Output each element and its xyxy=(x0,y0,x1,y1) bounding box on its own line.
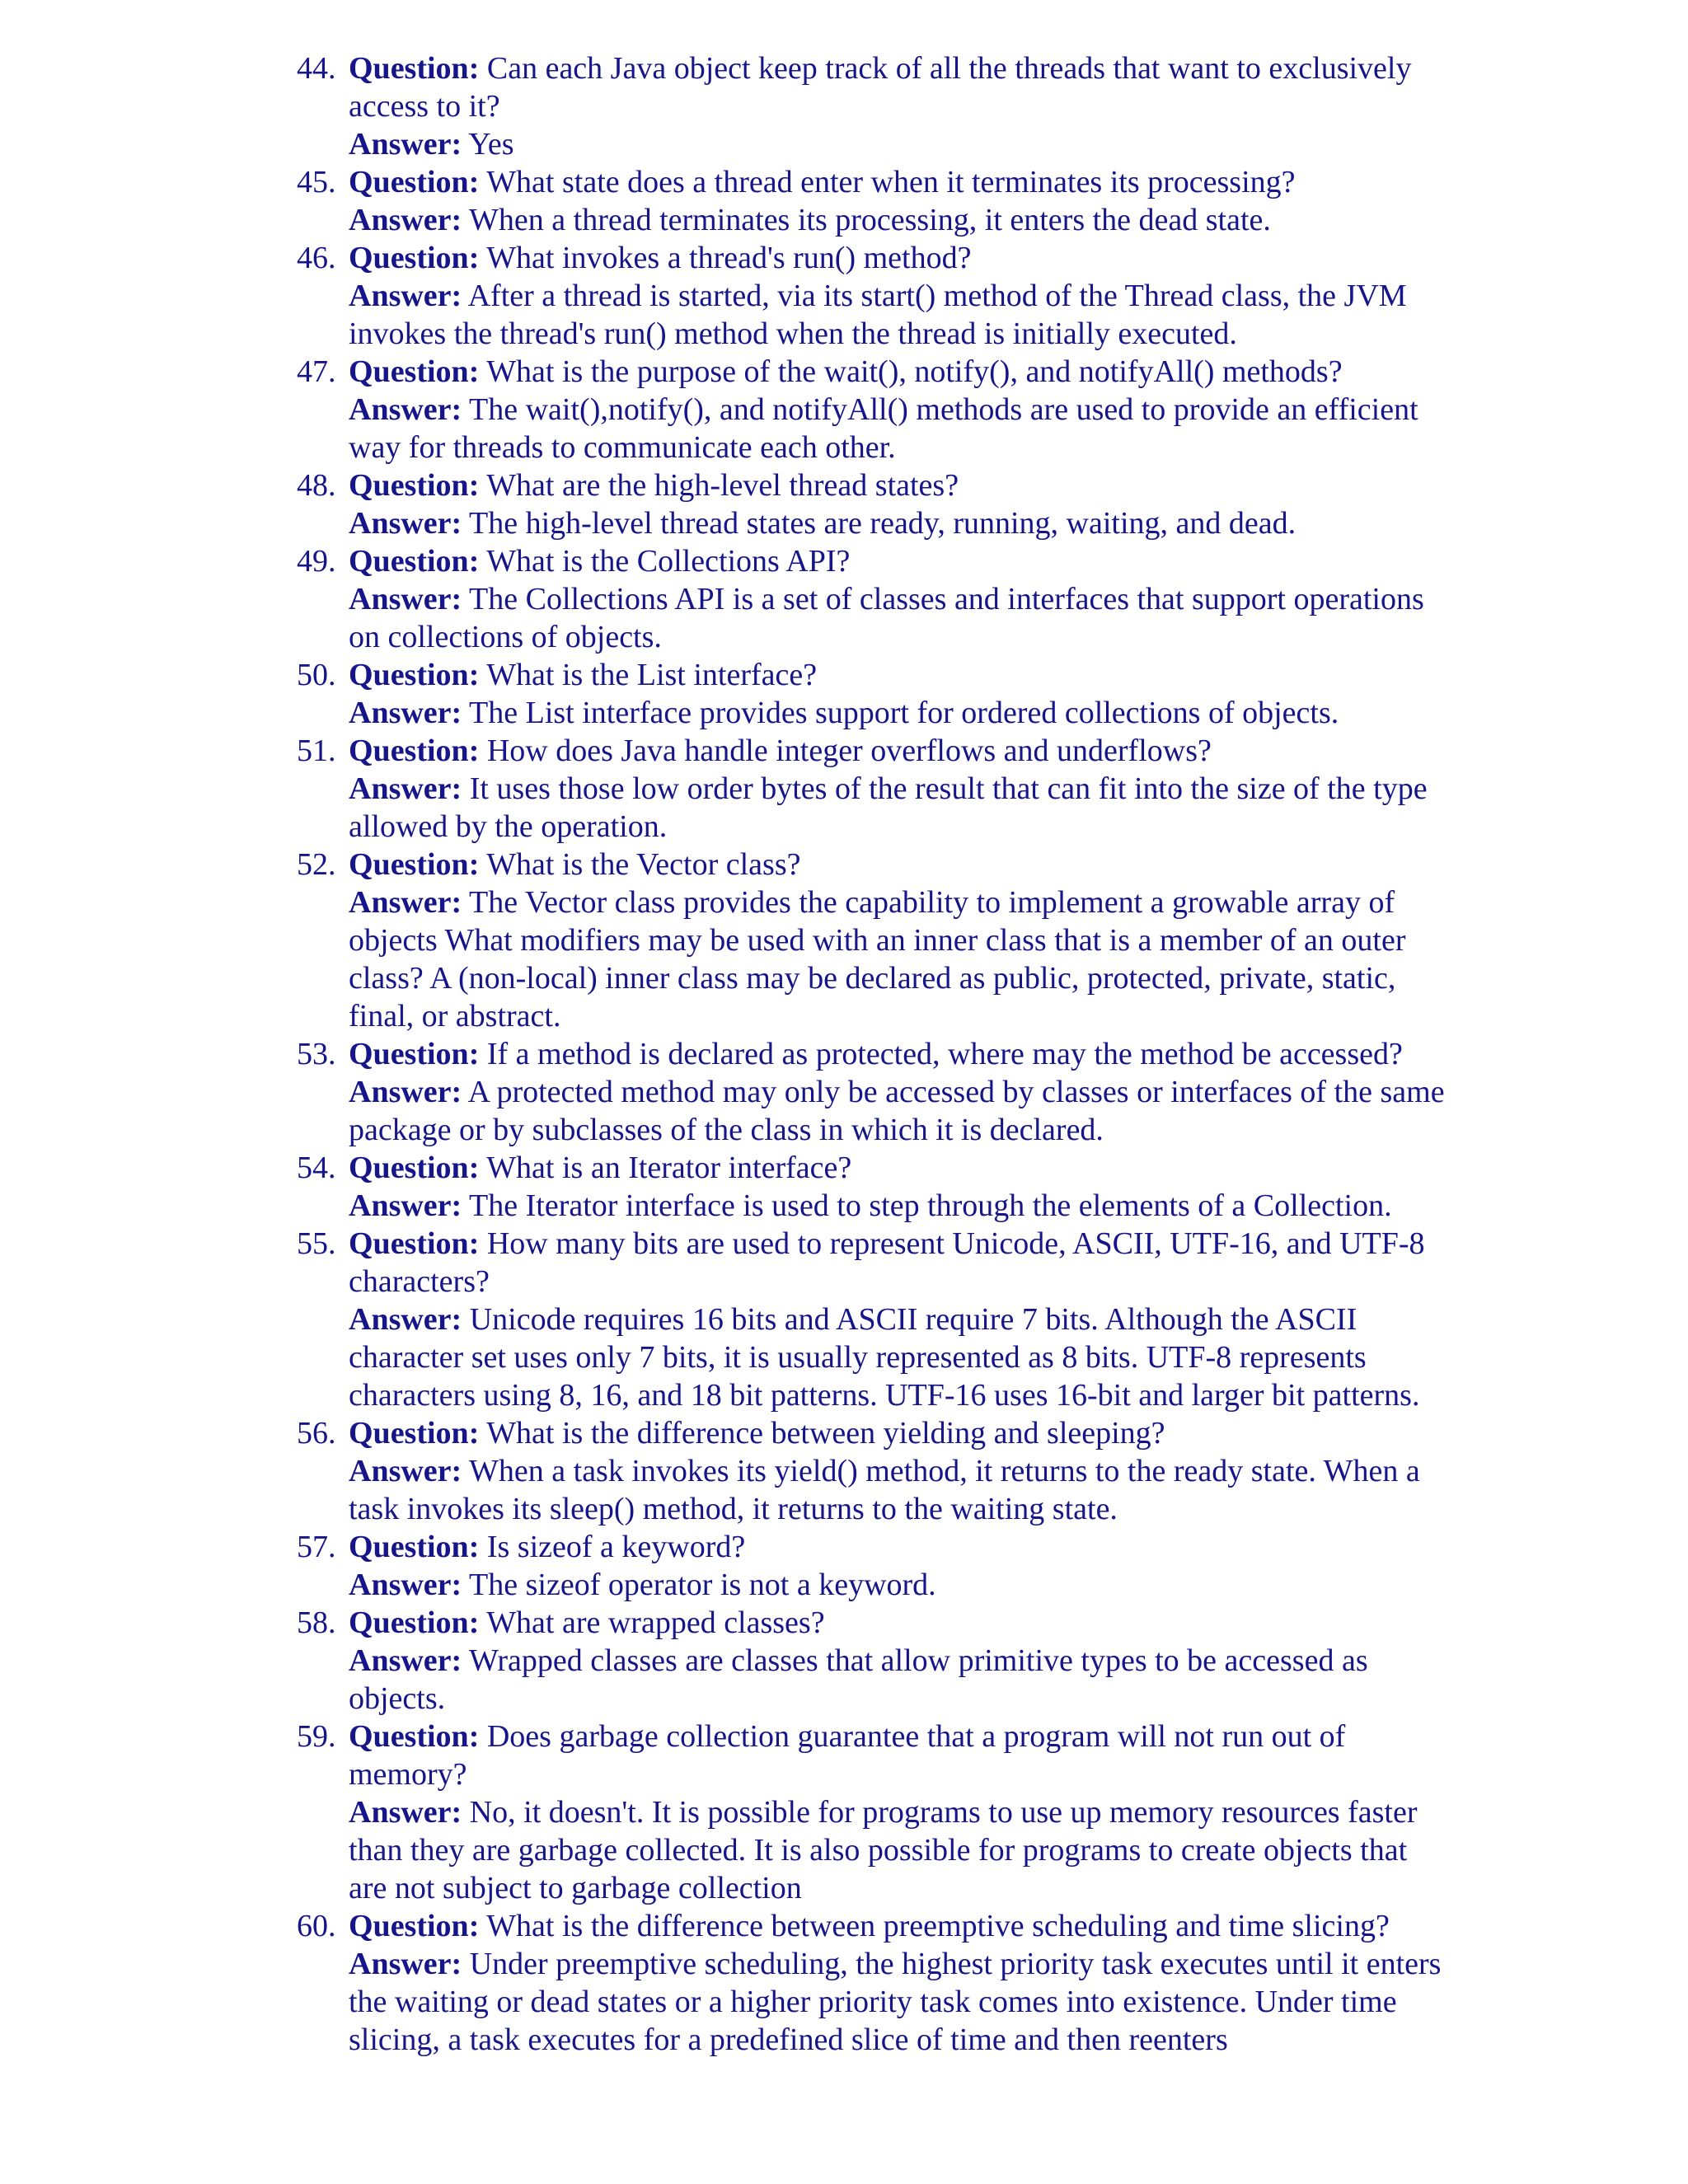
answer-text: Unicode requires 16 bits and ASCII require 7 bits. Although the ASCII character set uses only 7 bits, it is usually represented as 8 bits. UTF-8 represents characters using 8, 16, and 18 bit patterns. UTF-16 uses 16-bit and larger bit patterns. xyxy=(349,1302,1420,1413)
answer-text: Wrapped classes are classes that allow primitive types to be accessed as objects. xyxy=(349,1643,1368,1716)
item-number: 47. xyxy=(297,354,336,389)
answer-text: A protected method may only be accessed by classes or interfaces of the same package or by subclasses of the class in which it is declared. xyxy=(349,1075,1445,1147)
answer-label: Answer: xyxy=(349,506,462,541)
answer-label: Answer: xyxy=(349,127,462,162)
question-text: What is the purpose of the wait(), notify(), and notifyAll() methods? xyxy=(486,354,1343,389)
question-line xyxy=(349,466,1451,504)
answer-line xyxy=(349,580,1451,656)
question-line xyxy=(349,1907,1451,1945)
question-line xyxy=(349,542,1451,580)
question-label: Question: xyxy=(349,241,480,275)
qa-item-52 xyxy=(297,846,1451,1035)
item-number: 44. xyxy=(297,51,336,86)
answer-line xyxy=(349,391,1451,466)
question-text: What is an Iterator interface? xyxy=(486,1151,852,1185)
qa-item-53 xyxy=(297,1035,1451,1149)
qa-item-44 xyxy=(297,49,1451,163)
answer-label: Answer: xyxy=(349,1795,462,1830)
question-label: Question: xyxy=(349,354,480,389)
answer-text: The wait(),notify(), and notifyAll() methods are used to provide an efficient way for threads to communicate each other. xyxy=(349,392,1418,465)
question-label: Question: xyxy=(349,165,480,199)
answer-text: The Vector class provides the capability to implement a growable array of objects What modifiers may be used with an inner class that is a member of an outer class? A (non-local) inner class may be declared as public, protected, private, static, final, or abstract. xyxy=(349,885,1406,1033)
answer-line xyxy=(349,1073,1451,1149)
answer-text: Under preemptive scheduling, the highest priority task executes until it enters the waiting or dead states or a higher priority task comes into existence. Under time slicing, a task executes for a predefined slice of time and then reenters xyxy=(349,1947,1442,2057)
question-line xyxy=(349,732,1451,770)
question-text: What is the Collections API? xyxy=(486,544,851,579)
question-line xyxy=(349,1718,1451,1793)
answer-line xyxy=(349,1452,1451,1528)
question-text: Can each Java object keep track of all the threads that want to exclusively access to it? xyxy=(349,51,1412,124)
question-label: Question: xyxy=(349,1719,480,1754)
question-text: What is the difference between yielding and sleeping? xyxy=(486,1416,1165,1451)
item-number: 58. xyxy=(297,1605,336,1640)
question-text: What state does a thread enter when it terminates its processing? xyxy=(486,165,1296,199)
question-label: Question: xyxy=(349,468,480,503)
answer-line xyxy=(349,694,1451,732)
question-label: Question: xyxy=(349,1226,480,1261)
answer-line xyxy=(349,1566,1451,1604)
question-line xyxy=(349,239,1451,277)
qa-item-59 xyxy=(297,1718,1451,1907)
question-line xyxy=(349,1149,1451,1187)
answer-line xyxy=(349,125,1451,163)
answer-line xyxy=(349,1187,1451,1225)
answer-label: Answer: xyxy=(349,392,462,427)
answer-text: The sizeof operator is not a keyword. xyxy=(469,1568,936,1602)
question-text: What is the List interface? xyxy=(486,658,818,692)
item-number: 53. xyxy=(297,1037,336,1071)
question-text: If a method is declared as protected, where may the method be accessed? xyxy=(486,1037,1403,1071)
question-label: Question: xyxy=(349,544,480,579)
item-number: 56. xyxy=(297,1416,336,1451)
qa-item-49 xyxy=(297,542,1451,656)
answer-text: The List interface provides support for ordered collections of objects. xyxy=(469,696,1339,730)
qa-item-55 xyxy=(297,1225,1451,1414)
qa-item-60 xyxy=(297,1907,1451,2059)
answer-label: Answer: xyxy=(349,1075,462,1109)
answer-line xyxy=(349,1642,1451,1718)
question-text: What are wrapped classes? xyxy=(486,1605,825,1640)
item-number: 55. xyxy=(297,1226,336,1261)
answer-text: After a thread is started, via its start() method of the Thread class, the JVM invokes the thread's run() method when the thread is initially executed. xyxy=(349,279,1407,351)
question-label: Question: xyxy=(349,1909,480,1943)
answer-label: Answer: xyxy=(349,1947,462,1981)
question-text: What is the Vector class? xyxy=(486,847,801,882)
answer-line xyxy=(349,1793,1451,1907)
item-number: 50. xyxy=(297,658,336,692)
item-number: 59. xyxy=(297,1719,336,1754)
qa-item-51 xyxy=(297,732,1451,846)
question-line xyxy=(349,656,1451,694)
item-number: 51. xyxy=(297,733,336,768)
answer-line xyxy=(349,883,1451,1035)
question-label: Question: xyxy=(349,847,480,882)
question-text: What is the difference between preemptive scheduling and time slicing? xyxy=(486,1909,1390,1943)
answer-label: Answer: xyxy=(349,279,462,313)
answer-label: Answer: xyxy=(349,1568,462,1602)
question-label: Question: xyxy=(349,1416,480,1451)
answer-text: The high-level thread states are ready, running, waiting, and dead. xyxy=(469,506,1296,541)
qa-item-58 xyxy=(297,1604,1451,1718)
question-text: How does Java handle integer overflows and underflows? xyxy=(486,733,1212,768)
answer-line xyxy=(349,770,1451,846)
answer-label: Answer: xyxy=(349,203,462,237)
answer-line xyxy=(349,1301,1451,1414)
answer-line xyxy=(349,277,1451,353)
question-label: Question: xyxy=(349,1530,480,1564)
qa-item-48 xyxy=(297,466,1451,542)
answer-label: Answer: xyxy=(349,1454,462,1488)
answer-text: Yes xyxy=(468,127,514,162)
question-label: Question: xyxy=(349,1151,480,1185)
answer-text: The Collections API is a set of classes and interfaces that support operations on collections of objects. xyxy=(349,582,1424,654)
question-line xyxy=(349,353,1451,391)
answer-label: Answer: xyxy=(349,771,462,806)
question-label: Question: xyxy=(349,733,480,768)
question-line xyxy=(349,1414,1451,1452)
answer-text: When a thread terminates its processing, it enters the dead state. xyxy=(469,203,1271,237)
qa-item-46 xyxy=(297,239,1451,353)
answer-label: Answer: xyxy=(349,1643,462,1678)
item-number: 45. xyxy=(297,165,336,199)
question-line xyxy=(349,1528,1451,1566)
qa-item-50 xyxy=(297,656,1451,732)
question-text: Is sizeof a keyword? xyxy=(486,1530,746,1564)
item-number: 52. xyxy=(297,847,336,882)
answer-text: No, it doesn't. It is possible for programs to use up memory resources faster than they are garbage collected. It is also possible for programs to create objects that are not subject to garbage collection xyxy=(349,1795,1418,1905)
question-line xyxy=(349,1225,1451,1301)
question-label: Question: xyxy=(349,1037,480,1071)
answer-text: When a task invokes its yield() method, it returns to the ready state. When a task invokes its sleep() method, it returns to the waiting state. xyxy=(349,1454,1420,1526)
question-label: Question: xyxy=(349,658,480,692)
answer-line xyxy=(349,504,1451,542)
qa-item-47 xyxy=(297,353,1451,466)
question-label: Question: xyxy=(349,1605,480,1640)
question-text: How many bits are used to represent Unicode, ASCII, UTF-16, and UTF-8 characters? xyxy=(349,1226,1425,1299)
question-label: Question: xyxy=(349,51,480,86)
answer-label: Answer: xyxy=(349,1302,462,1337)
answer-label: Answer: xyxy=(349,1188,462,1223)
answer-text: The Iterator interface is used to step through the elements of a Collection. xyxy=(469,1188,1392,1223)
item-number: 49. xyxy=(297,544,336,579)
answer-label: Answer: xyxy=(349,885,462,920)
question-line xyxy=(349,846,1451,883)
qa-item-54 xyxy=(297,1149,1451,1225)
question-line xyxy=(349,49,1451,125)
qa-item-57 xyxy=(297,1528,1451,1604)
question-text: Does garbage collection guarantee that a program will not run out of memory? xyxy=(349,1719,1346,1792)
item-number: 60. xyxy=(297,1909,336,1943)
answer-label: Answer: xyxy=(349,582,462,616)
item-number: 48. xyxy=(297,468,336,503)
item-number: 54. xyxy=(297,1151,336,1185)
qa-item-56 xyxy=(297,1414,1451,1528)
answer-line xyxy=(349,1945,1451,2059)
answer-line xyxy=(349,201,1451,239)
question-text: What invokes a thread's run() method? xyxy=(486,241,972,275)
question-answer-list xyxy=(297,49,1451,2059)
item-number: 46. xyxy=(297,241,336,275)
question-text: What are the high-level thread states? xyxy=(486,468,959,503)
question-line xyxy=(349,1604,1451,1642)
answer-text: It uses those low order bytes of the result that can fit into the size of the type allowed by the operation. xyxy=(349,771,1428,844)
answer-label: Answer: xyxy=(349,696,462,730)
question-line xyxy=(349,1035,1451,1073)
item-number: 57. xyxy=(297,1530,336,1564)
qa-item-45 xyxy=(297,163,1451,239)
question-line xyxy=(349,163,1451,201)
